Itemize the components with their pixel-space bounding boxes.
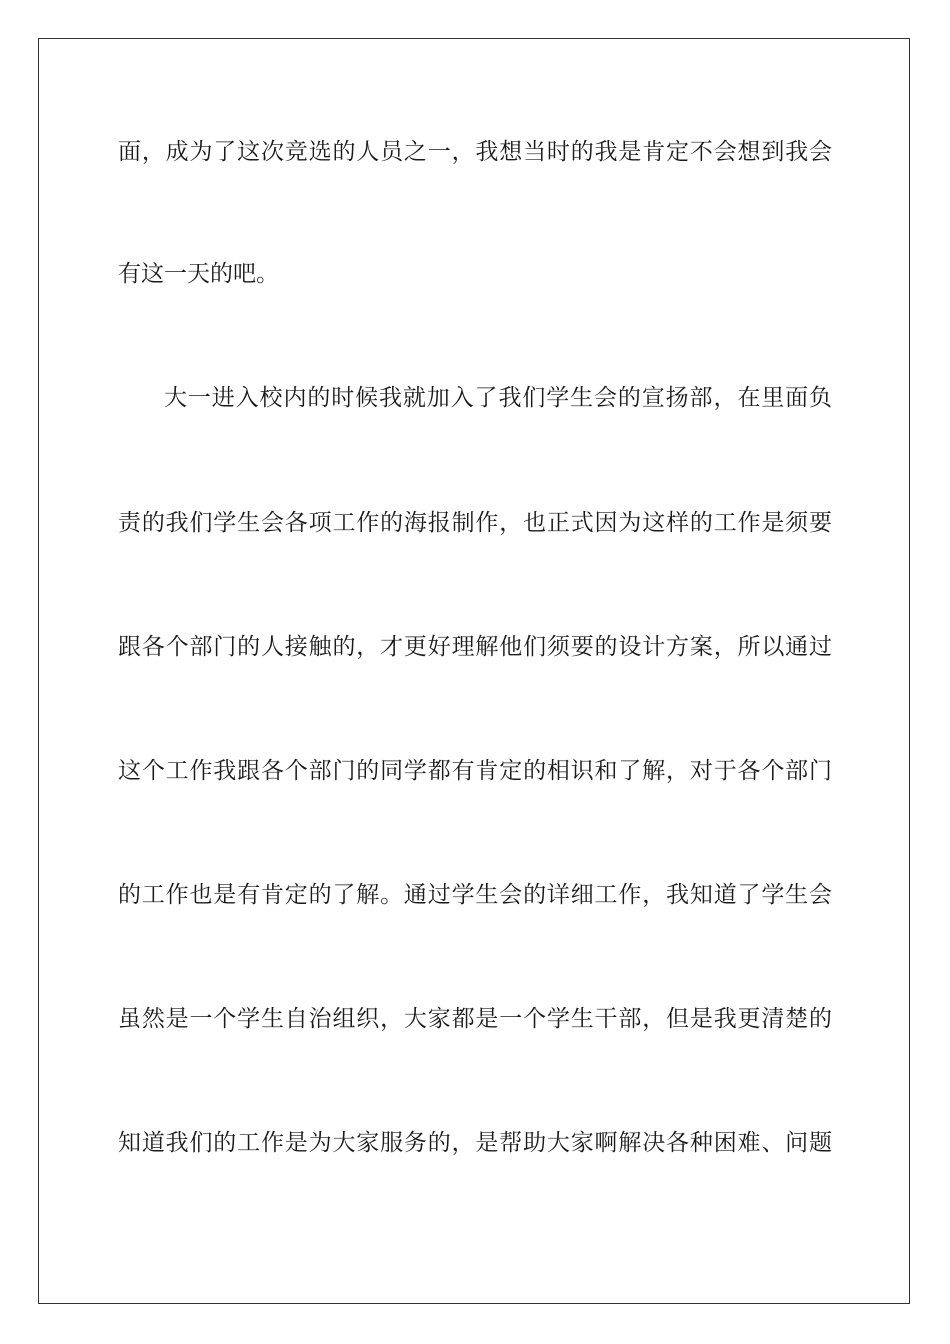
- text-line-3: 大一进入校内的时候我就加入了我们学生会的宣扬部，在里面负: [164, 385, 832, 411]
- page-frame: [38, 38, 910, 1304]
- text-line-1: 面，成为了这次竞选的人员之一，我想当时的我是肯定不会想到我会: [118, 139, 832, 165]
- text-line-2: 有这一天的吧。: [118, 261, 279, 287]
- text-line-8: 虽然是一个学生自治组织，大家都是一个学生干部，但是我更清楚的: [118, 1006, 832, 1032]
- text-line-4: 责的我们学生会各项工作的海报制作，也正式因为这样的工作是须要: [118, 510, 832, 536]
- text-line-7: 的工作也是有肯定的了解。通过学生会的详细工作，我知道了学生会: [118, 882, 832, 908]
- text-line-6: 这个工作我跟各个部门的同学都有肯定的相识和了解，对于各个部门: [118, 758, 832, 784]
- text-line-9: 知道我们的工作是为大家服务的，是帮助大家啊解决各种困难、问题: [118, 1130, 832, 1156]
- text-line-5: 跟各个部门的人接触的，才更好理解他们须要的设计方案，所以通过: [118, 634, 832, 660]
